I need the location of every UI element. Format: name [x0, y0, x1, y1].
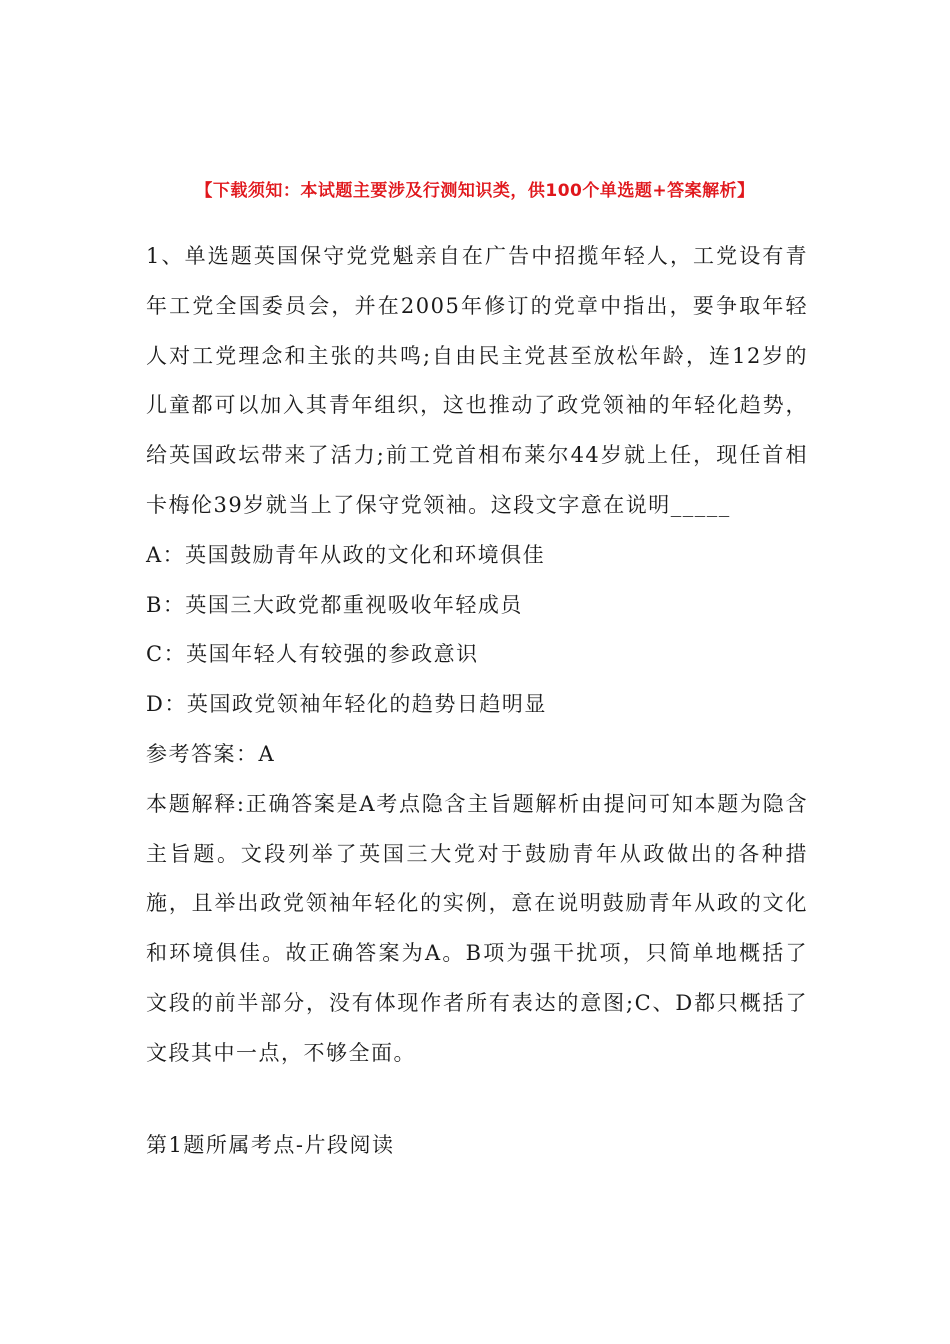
option-a: A：英国鼓励青年从政的文化和环境俱佳	[146, 542, 546, 567]
question-text: 1、单选题英国保守党党魁亲自在广告中招揽年轻人，工党设有青年工党全国委员会，并在2005年修订的党章中指出，要争取年轻人对工党理念和主张的共鸣;自由民主党甚至放松年龄，连12岁的儿童都可以加入其青年组织，这也推动了政党领袖的年轻化趋势，给英国政坛带来了活力;前工党首相布莱尔44岁就上任，现任首相卡梅伦39岁就当上了保守党领袖。这段文字意在说明_____	[146, 244, 808, 517]
topic-label: 第1题所属考点-片段阅读	[146, 1133, 395, 1157]
reference-answer: 参考答案：A	[146, 741, 276, 766]
option-b: B：英国三大政党都重视吸收年轻成员	[146, 592, 523, 617]
download-notice: 【下载须知：本试题主要涉及行测知识类，供100个单选题+答案解析】	[195, 181, 755, 201]
question-block	[146, 232, 808, 1079]
option-d: D：英国政党领袖年轻化的趋势日趋明显	[146, 692, 547, 717]
option-c: C：英国年轻人有较强的参政意识	[146, 642, 479, 667]
explanation-text: 本题解释:正确答案是A考点隐含主旨题解析由提问可知本题为隐含主旨题。文段列举了英国三大党对于鼓励青年从政做出的各种措施，且举出政党领袖年轻化的实例，意在说明鼓励青年从政的文化和环境俱佳。故正确答案为A。B项为强干扰项，只简单地概括了文段的前半部分，没有体现作者所有表达的意图;C、D都只概括了文段其中一点，不够全面。	[146, 791, 808, 1065]
